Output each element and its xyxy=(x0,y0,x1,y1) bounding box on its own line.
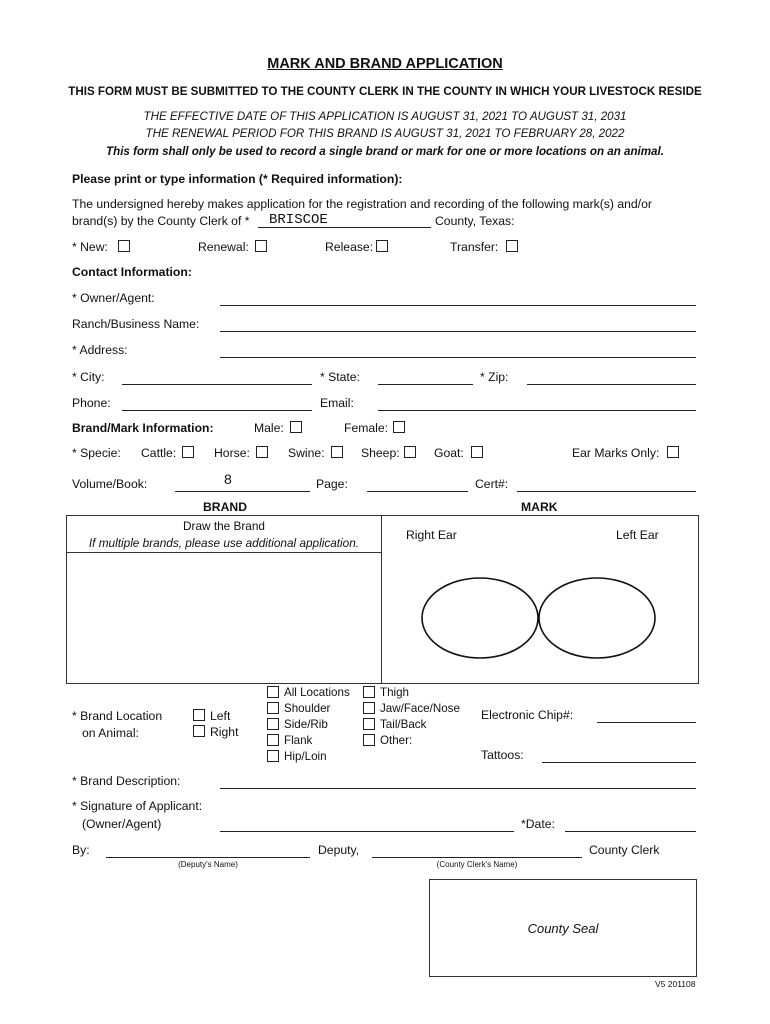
deputys-name-caption: (Deputy's Name) xyxy=(178,860,238,869)
effective-date-text: THE EFFECTIVE DATE OF THIS APPLICATION IS AUGUST 31, 2021 TO AUGUST 31, 2031 xyxy=(143,110,627,123)
specie-label: * Specie: xyxy=(72,446,121,460)
new-label: * New: xyxy=(72,240,108,254)
city-field[interactable] xyxy=(122,384,312,385)
page-field[interactable] xyxy=(367,491,468,492)
female-checkbox[interactable] xyxy=(393,421,405,433)
county-field-value[interactable]: BRISCOE xyxy=(269,212,328,228)
address-field[interactable] xyxy=(220,357,696,358)
date-field[interactable] xyxy=(565,831,696,832)
owner-label: * Owner/Agent: xyxy=(72,291,155,305)
left-side-checkbox[interactable] xyxy=(193,709,205,721)
zip-field[interactable] xyxy=(527,384,696,385)
page-title: MARK AND BRAND APPLICATION xyxy=(267,56,503,72)
brand-location-label: * Brand Location xyxy=(72,709,163,723)
renewal-period-text: THE RENEWAL PERIOD FOR THIS BRAND IS AUGUST 31, 2021 TO FEBRUARY 28, 2022 xyxy=(145,127,625,140)
contact-heading: Contact Information: xyxy=(72,265,192,279)
print-instructions: Please print or type information (* Required information): xyxy=(72,172,403,186)
hip-loin-checkbox[interactable] xyxy=(267,750,279,762)
brand-description-label: * Brand Description: xyxy=(72,774,181,788)
hip-loin-label: Hip/Loin xyxy=(284,750,327,763)
electronic-chip-field[interactable] xyxy=(597,722,696,723)
by-label: By: xyxy=(72,843,90,857)
signature-field[interactable] xyxy=(220,831,514,832)
county-seal-label: County Seal xyxy=(527,921,599,936)
thigh-label: Thigh xyxy=(380,686,410,699)
signature-label: * Signature of Applicant: xyxy=(72,799,203,813)
volume-book-value[interactable]: 8 xyxy=(224,471,232,487)
draw-the-brand-label: Draw the Brand xyxy=(183,519,265,533)
tail-back-label: Tail/Back xyxy=(380,718,427,731)
tattoos-label: Tattoos: xyxy=(481,748,524,762)
left-ear-label: Left Ear xyxy=(616,528,659,542)
state-field[interactable] xyxy=(378,384,473,385)
right-side-label: Right xyxy=(210,725,239,739)
cattle-checkbox[interactable] xyxy=(182,446,194,458)
horse-label: Horse: xyxy=(214,446,250,460)
goat-label: Goat: xyxy=(434,446,464,460)
zip-label: * Zip: xyxy=(480,370,509,384)
page-label: Page: xyxy=(316,477,348,491)
ear-marks-only-checkbox[interactable] xyxy=(667,446,679,458)
ranch-label: Ranch/Business Name: xyxy=(72,317,200,331)
male-label: Male: xyxy=(254,421,284,435)
volume-book-field[interactable] xyxy=(175,491,310,492)
brand-instructions-divider xyxy=(67,552,381,553)
state-label: * State: xyxy=(320,370,360,384)
clerks-name-caption: (County Clerk's Name) xyxy=(436,860,518,869)
ranch-field[interactable] xyxy=(220,331,696,332)
renewal-label: Renewal: xyxy=(198,240,249,254)
county-clerk-label: County Clerk xyxy=(589,843,660,857)
volume-book-label: Volume/Book: xyxy=(72,477,148,491)
city-label: * City: xyxy=(72,370,105,384)
brand-description-field[interactable] xyxy=(220,788,696,789)
cert-field[interactable] xyxy=(517,491,696,492)
shoulder-checkbox[interactable] xyxy=(267,702,279,714)
phone-field[interactable] xyxy=(122,410,312,411)
transfer-checkbox[interactable] xyxy=(506,240,518,252)
jaw-face-nose-label: Jaw/Face/Nose xyxy=(380,702,460,715)
horse-checkbox[interactable] xyxy=(256,446,268,458)
release-label: Release: xyxy=(325,240,374,254)
single-use-note: This form shall only be used to record a single brand or mark for one or more locations on an animal. xyxy=(106,145,664,158)
male-checkbox[interactable] xyxy=(290,421,302,433)
left-side-label: Left xyxy=(210,709,231,723)
email-label: Email: xyxy=(320,396,354,410)
goat-checkbox[interactable] xyxy=(471,446,483,458)
deputy-name-field[interactable] xyxy=(106,857,310,858)
multiple-brands-note: If multiple brands, please use additional application. xyxy=(88,536,360,550)
right-ear-label: Right Ear xyxy=(406,528,457,542)
brand-info-heading: Brand/Mark Information: xyxy=(72,421,214,435)
owner-field[interactable] xyxy=(220,305,696,306)
county-clerk-name-field[interactable] xyxy=(372,857,582,858)
deputy-label: Deputy, xyxy=(318,843,360,857)
intro-line-2-prefix: brand(s) by the County Clerk of * xyxy=(72,214,250,228)
cattle-label: Cattle: xyxy=(141,446,177,460)
sheep-label: Sheep: xyxy=(361,446,400,460)
renewal-checkbox[interactable] xyxy=(255,240,267,252)
all-locations-label: All Locations xyxy=(284,686,350,699)
cert-label: Cert#: xyxy=(475,477,509,491)
mark-heading: MARK xyxy=(521,500,558,514)
other-checkbox[interactable] xyxy=(363,734,375,746)
tail-back-checkbox[interactable] xyxy=(363,718,375,730)
email-field[interactable] xyxy=(378,410,696,411)
submission-notice: THIS FORM MUST BE SUBMITTED TO THE COUNTY CLERK IN THE COUNTY IN WHICH YOUR LIVESTOCK RESIDE xyxy=(68,85,702,98)
female-label: Female: xyxy=(344,421,389,435)
version-label: V5 201108 xyxy=(655,979,696,989)
swine-label: Swine: xyxy=(288,446,325,460)
on-animal-label: on Animal: xyxy=(82,726,139,740)
ear-mark-diagram[interactable] xyxy=(420,576,660,660)
shoulder-label: Shoulder xyxy=(284,702,331,715)
intro-line-2-suffix: County, Texas: xyxy=(435,214,515,228)
left-ear-outline[interactable] xyxy=(539,578,655,658)
flank-label: Flank xyxy=(284,734,313,747)
transfer-label: Transfer: xyxy=(450,240,499,254)
phone-label: Phone: xyxy=(72,396,111,410)
brand-heading: BRAND xyxy=(203,500,248,514)
flank-checkbox[interactable] xyxy=(267,734,279,746)
date-label: *Date: xyxy=(521,817,555,831)
owner-agent-note: (Owner/Agent) xyxy=(82,817,162,831)
electronic-chip-label: Electronic Chip#: xyxy=(481,708,574,722)
tattoos-field[interactable] xyxy=(542,762,696,763)
swine-checkbox[interactable] xyxy=(331,446,343,458)
other-label: Other: xyxy=(380,734,413,747)
side-rib-label: Side/Rib xyxy=(284,718,328,731)
ear-marks-only-label: Ear Marks Only: xyxy=(572,446,660,460)
address-label: * Address: xyxy=(72,343,128,357)
right-side-checkbox[interactable] xyxy=(193,725,205,737)
jaw-face-nose-checkbox[interactable] xyxy=(363,702,375,714)
side-rib-checkbox[interactable] xyxy=(267,718,279,730)
new-checkbox[interactable] xyxy=(118,240,130,252)
thigh-checkbox[interactable] xyxy=(363,686,375,698)
right-ear-outline[interactable] xyxy=(422,578,538,658)
all-locations-checkbox[interactable] xyxy=(267,686,279,698)
intro-line-1: The undersigned hereby makes application for the registration and recording of the following mark(s) and/or xyxy=(72,197,652,211)
sheep-checkbox[interactable] xyxy=(404,446,416,458)
release-checkbox[interactable] xyxy=(376,240,388,252)
